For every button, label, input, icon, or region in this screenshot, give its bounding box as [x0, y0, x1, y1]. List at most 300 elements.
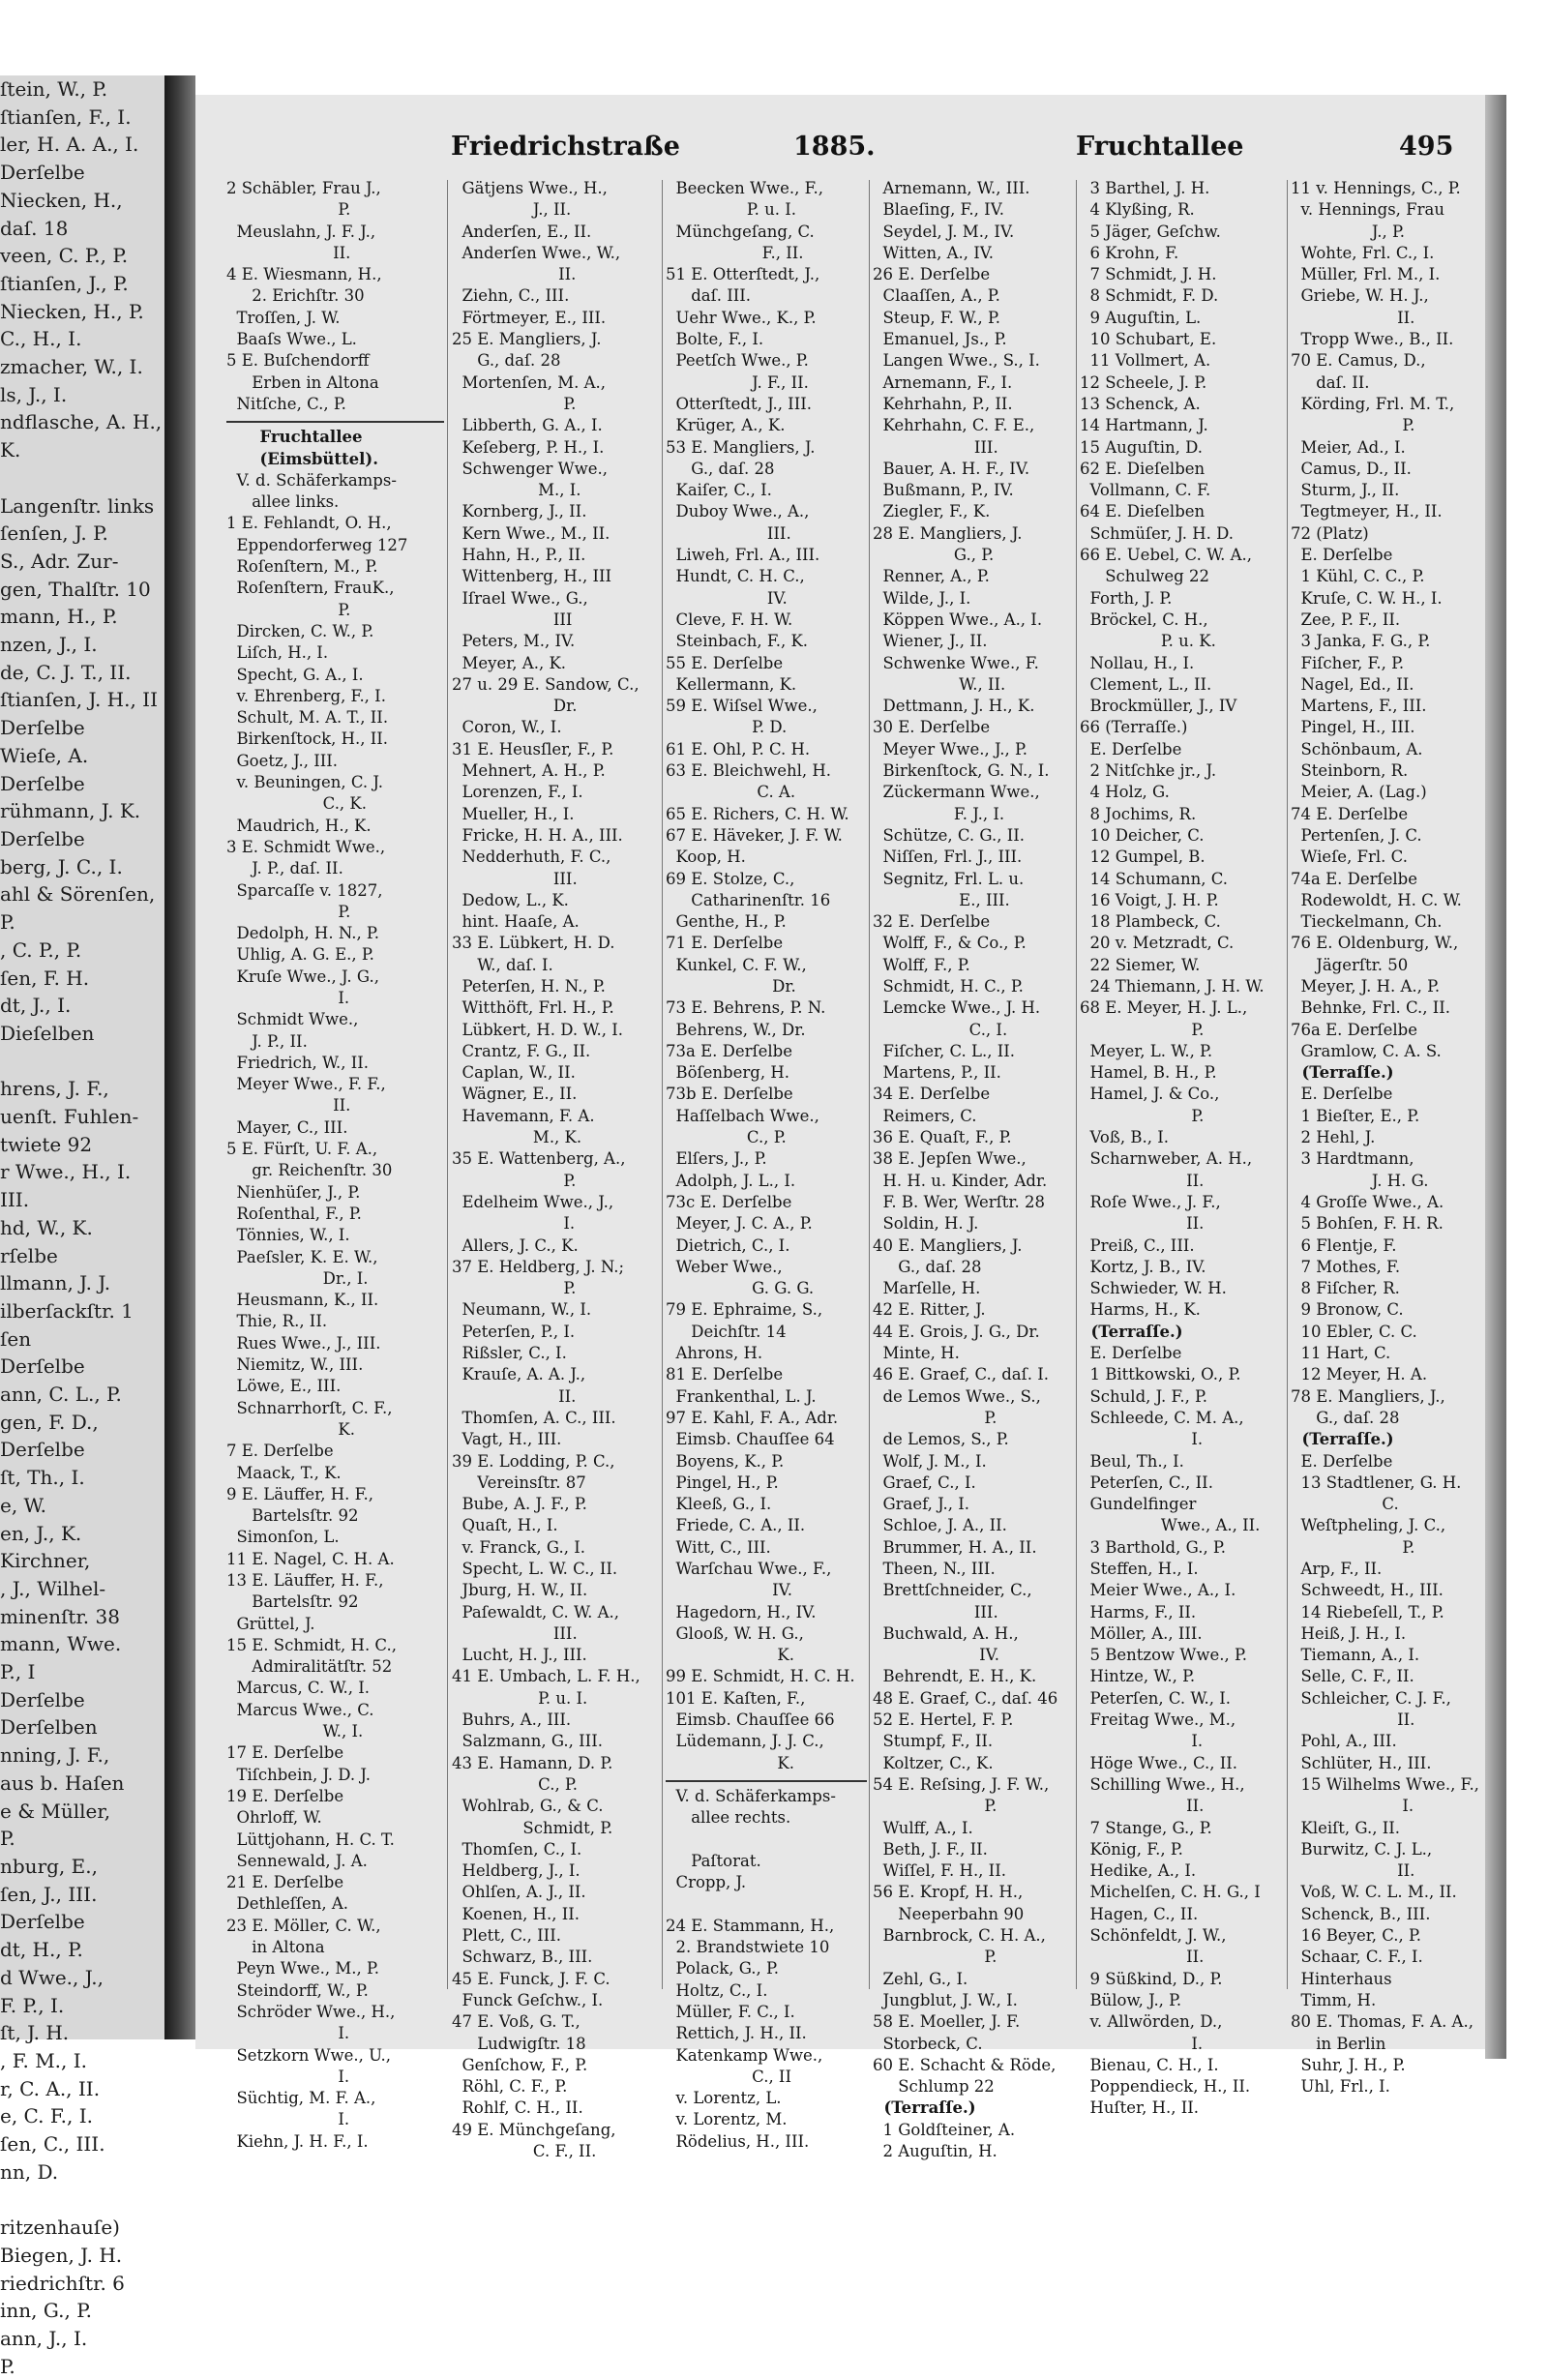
directory-entry: Peyn Wwe., M., P. — [226, 1959, 380, 1978]
previous-page-line: ndflasche, A. H., — [0, 410, 163, 434]
directory-entry: Sturm, J., II. — [1291, 481, 1400, 500]
previous-page-line — [0, 2186, 164, 2214]
directory-entry: 28 E. Mangliers, J. — [873, 523, 1023, 543]
directory-entry: Langen Wwe., S., I. — [873, 351, 1040, 371]
directory-entry: 12 Gumpel, B. — [1080, 848, 1206, 867]
directory-entry: Sparcaſſe v. 1827, — [226, 880, 383, 900]
previous-page-line: ſen, C., III. — [0, 2132, 105, 2157]
previous-page-line: riedrichſtr. 6 — [0, 2271, 125, 2295]
previous-page-line: nn, D. — [0, 2159, 59, 2184]
directory-entry: Wohlrab, G., & C. — [452, 1797, 604, 1816]
directory-entry: Löwe, E., III. — [226, 1377, 342, 1396]
directory-entry: Ziehn, C., III. — [452, 286, 570, 306]
directory-entry: P. u. I. — [452, 1688, 588, 1708]
directory-entry: Marſelle, H. — [873, 1279, 981, 1298]
previous-page-line: ſen, J., III. — [0, 1882, 98, 1906]
section-divider — [226, 421, 444, 423]
directory-entry: Schenck, B., III. — [1291, 1904, 1431, 1923]
directory-entry: Catharinenſtr. 16 — [666, 890, 831, 909]
directory-entry: 4 Groſſe Wwe., A. — [1291, 1192, 1444, 1211]
directory-entry: gr. Reichenſtr. 30 — [226, 1161, 393, 1180]
directory-entry: Lorenzen, F., I. — [452, 783, 583, 802]
directory-entry: 72 (Platz) — [1291, 523, 1369, 543]
directory-entry: Dircken, C. W., P. — [226, 621, 374, 640]
directory-entry: Hagen, C., II. — [1080, 1904, 1199, 1923]
directory-entry: 3 Barthold, G., P. — [1080, 1537, 1226, 1557]
directory-entry: Paſewaldt, C. W. A., — [452, 1602, 619, 1621]
directory-entry: III. — [873, 1602, 998, 1621]
directory-entry: 27 u. 29 E. Sandow, C., — [452, 674, 640, 694]
directory-entry: Hedike, A., I. — [1080, 1861, 1197, 1881]
directory-entry: Lüdemann, J. J. C., — [666, 1732, 824, 1751]
directory-entry: C., K. — [226, 794, 367, 814]
previous-page-line: ſen — [0, 1326, 32, 1351]
directory-entry: II. — [1080, 1171, 1205, 1190]
directory-entry: 71 E. Derſelbe — [666, 934, 784, 953]
directory-entry: Fiſcher, C. L., II. — [873, 1041, 1016, 1060]
directory-entry: 25 E. Mangliers, J. — [452, 330, 602, 349]
directory-entry: Elſers, J., P. — [666, 1149, 767, 1169]
previous-page-line: aus b. Haſen — [0, 1770, 125, 1795]
directory-entry: Bußmann, P., IV. — [873, 481, 1014, 500]
directory-entry: 3 E. Schmidt Wwe., — [226, 837, 386, 856]
directory-entry: 67 E. Häveker, J. F. W. — [666, 825, 843, 845]
directory-entry: Schleicher, C. J. F., — [1291, 1688, 1451, 1708]
directory-entry: 14 Hartmann, J. — [1080, 416, 1208, 435]
previous-page-line: minenſtr. 38 — [0, 1604, 120, 1628]
previous-page-line: nburg, E., — [0, 1855, 98, 1878]
header-right-street: Fruchtallee — [1076, 132, 1244, 162]
directory-entry: H. H. u. Kinder, Adr. — [873, 1171, 1048, 1190]
directory-entry: Specht, L. W. C., II. — [452, 1560, 618, 1578]
directory-entry: Dr. — [452, 697, 578, 716]
directory-page — [195, 95, 1497, 2161]
previous-page-line: Derſelben — [0, 1715, 98, 1740]
directory-entry: Peetſch Wwe., P. — [666, 351, 809, 371]
directory-entry — [666, 1830, 867, 1851]
directory-entry: Heiß, J. H., I. — [1291, 1623, 1407, 1643]
directory-entry: Beul, Th., I. — [1080, 1451, 1184, 1471]
directory-entry: Haſſelbach Wwe., — [666, 1106, 819, 1125]
directory-column-2 — [452, 178, 660, 2161]
directory-entry: Behnke, Frl. C., II. — [1291, 998, 1451, 1018]
directory-entry: Forth, J. P. — [1080, 588, 1173, 608]
previous-page-line: berg, J. C., I. — [0, 854, 123, 878]
directory-entry: 44 E. Grois, J. G., Dr. — [873, 1322, 1040, 1341]
previous-page-line: d Wwe., J., — [0, 1965, 104, 1989]
section-heading: (Terraſſe.) — [1291, 1430, 1394, 1449]
directory-entry: Kellermann, K. — [666, 674, 797, 694]
directory-entry: Bolte, F., I. — [666, 330, 764, 349]
directory-entry — [666, 1893, 867, 1915]
directory-entry: 15 E. Schmidt, H. C., — [226, 1635, 397, 1654]
directory-entry: 80 E. Thomas, F. A. A., — [1291, 2012, 1474, 2032]
directory-entry: Graef, C., I. — [873, 1473, 976, 1492]
previous-page-line: Niecken, H., — [0, 188, 123, 212]
directory-entry: 47 E. Voß, G. T., — [452, 2012, 580, 2032]
directory-entry: F. J., I. — [873, 804, 1005, 823]
directory-entry: 1 Kühl, C. C., P. — [1291, 567, 1425, 586]
directory-entry: 6 Flentje, F. — [1291, 1235, 1397, 1255]
directory-entry: Fiſcher, F., P. — [1291, 653, 1405, 672]
directory-entry: Bülow, J., P. — [1080, 1990, 1182, 2009]
directory-entry: Gundelfinger — [1080, 1495, 1197, 1514]
directory-entry: W., II. — [873, 674, 1006, 694]
directory-entry: 42 E. Ritter, J. — [873, 1300, 986, 1320]
directory-entry: 68 E. Meyer, H. J. L., — [1080, 998, 1248, 1018]
directory-entry: Storbeck, C. — [873, 2034, 983, 2053]
directory-entry: Peters, M., IV. — [452, 632, 576, 651]
directory-entry: Buhrs, A., III. — [452, 1711, 572, 1730]
directory-entry: I. — [1291, 1797, 1414, 1816]
previous-page-line: P. — [0, 910, 15, 935]
page-header — [195, 132, 1497, 170]
directory-entry: W., I. — [226, 1722, 364, 1741]
previous-page-line: de, C. J. T., II. — [0, 660, 132, 684]
directory-entry: Poppendieck, H., II. — [1080, 2077, 1251, 2097]
directory-entry: 1 E. Fehlandt, O. H., — [226, 514, 392, 533]
book-gutter — [164, 75, 195, 2039]
directory-column-3 — [666, 178, 867, 2151]
directory-entry: Müller, Frl. M., I. — [1291, 265, 1441, 284]
directory-entry: 51 E. Otterſtedt, J., — [666, 265, 820, 284]
directory-entry: Bartelsſtr. 92 — [226, 1592, 359, 1612]
directory-entry: IV. — [666, 588, 788, 608]
directory-entry: Lucht, H. J., III. — [452, 1646, 587, 1665]
directory-entry: Meier, A. (Lag.) — [1291, 783, 1427, 802]
previous-page-line: nning, J. F., — [0, 1743, 110, 1768]
directory-entry: 4 E. Wiesmann, H., — [226, 265, 382, 284]
directory-entry: Quaſt, H., I. — [452, 1516, 558, 1535]
directory-entry: Roſe Wwe., J. F., — [1080, 1192, 1221, 1211]
directory-entry: v. Ehrenberg, F., I. — [226, 686, 386, 705]
directory-entry: 11 v. Hennings, C., P. — [1291, 179, 1461, 197]
directory-entry: Cleve, F. H. W. — [666, 610, 793, 629]
section-heading: (Terraſſe.) — [873, 2098, 976, 2118]
directory-entry: Zehl, G., I. — [873, 1969, 968, 1988]
directory-entry: Ohlſen, A. J., II. — [452, 1883, 586, 1902]
directory-entry: Hundt, C. H. C., — [666, 567, 805, 586]
previous-page-line — [0, 1048, 164, 1076]
directory-entry: Stumpf, F., II. — [873, 1732, 994, 1751]
directory-entry: Voß, B., I. — [1080, 1128, 1169, 1147]
directory-entry: Beecken Wwe., F., — [666, 179, 823, 197]
directory-entry: G., daſ. 28 — [873, 1257, 982, 1276]
directory-entry: 63 E. Bleichwehl, H. — [666, 761, 832, 781]
directory-entry: 64 E. Dieſelben — [1080, 502, 1206, 521]
directory-entry: Bube, A. J. F., P. — [452, 1495, 587, 1514]
previous-page-line: zmacher, W., I. — [0, 355, 143, 379]
directory-entry: Ahrons, H. — [666, 1344, 763, 1363]
directory-entry: Tönnies, W., I. — [226, 1226, 350, 1245]
directory-entry: 101 E. Kaſten, F., — [666, 1688, 806, 1708]
directory-entry: 10 Schubart, E. — [1080, 330, 1217, 349]
directory-column-4 — [873, 178, 1074, 2161]
directory-entry: II. — [452, 1386, 577, 1406]
previous-page-line: Derſelbe — [0, 826, 85, 850]
directory-entry: Mehnert, A. H., P. — [452, 761, 606, 781]
previous-page-line: rſelbe — [0, 1243, 58, 1267]
directory-entry: 21 E. Derſelbe — [226, 1873, 344, 1892]
directory-entry: Tiſchbein, J. D. J. — [226, 1765, 371, 1784]
previous-page-edge — [0, 75, 170, 2378]
directory-entry: Bartelsſtr. 92 — [226, 1506, 359, 1526]
directory-entry: P. — [226, 902, 351, 921]
directory-entry: Meyer, L. W., P. — [1080, 1041, 1213, 1060]
directory-entry: v. Lorentz, L. — [666, 2089, 782, 2108]
directory-entry: Süchtig, M. F. A., — [226, 2089, 376, 2108]
directory-entry: Genthe, H., P. — [666, 912, 787, 932]
directory-entry: Schwieder, W. H. — [1080, 1279, 1227, 1298]
previous-page-line: ſt, J. H. — [0, 2021, 70, 2045]
directory-entry: Wolff, F., & Co., P. — [873, 934, 1027, 953]
directory-entry: 13 Schenck, A. — [1080, 394, 1201, 413]
directory-entry: 36 E. Quaſt, F., P. — [873, 1128, 1012, 1147]
directory-entry: Grüttel, J. — [226, 1614, 315, 1633]
directory-entry: Kortz, J. B., IV. — [1080, 1257, 1206, 1276]
directory-entry: 43 E. Hamann, D. P. — [452, 1753, 613, 1772]
directory-entry: Erben in Altona — [226, 372, 379, 392]
directory-entry: Tiemann, A., I. — [1291, 1646, 1420, 1665]
directory-entry: Bienau, C. H., I. — [1080, 2055, 1219, 2074]
directory-entry: 2 Auguſtin, H. — [873, 2142, 997, 2161]
directory-entry: Buchwald, A. H., — [873, 1623, 1019, 1643]
section-heading: Fruchtallee — [226, 428, 363, 447]
previous-page-line: Langenſtr. links — [0, 493, 155, 518]
directory-entry: Niemitz, W., III. — [226, 1355, 364, 1375]
previous-page-line — [0, 464, 164, 492]
directory-columns — [195, 178, 1497, 2161]
directory-entry: 45 E. Funck, J. F. C. — [452, 1969, 610, 1988]
directory-entry: Niſſen, Frl. J., III. — [873, 848, 1023, 867]
directory-entry: C., II — [666, 2067, 791, 2086]
directory-entry: 73 E. Behrens, P. N. — [666, 998, 826, 1018]
previous-page-line: , F. M., I. — [0, 2048, 87, 2072]
directory-entry: J. P., daſ. II. — [226, 859, 343, 878]
directory-entry: Kiehn, J. H. F., I. — [226, 2131, 369, 2151]
directory-entry: v. Hennings, Frau — [1291, 200, 1444, 220]
directory-entry: J. F., II. — [666, 372, 809, 392]
directory-entry: Weſtpheling, J. C., — [1291, 1516, 1446, 1535]
directory-entry: Köppen Wwe., A., I. — [873, 610, 1043, 629]
directory-entry: Schmidt, H. C., P. — [873, 976, 1024, 996]
previous-page-line: Derſelbe — [0, 1910, 85, 1934]
directory-entry: Behrendt, E. H., K. — [873, 1667, 1037, 1686]
directory-entry: Wohte, Frl. C., I. — [1291, 243, 1435, 262]
directory-entry: Wolf, J. M., I. — [873, 1451, 987, 1471]
directory-entry: Dethleſſen, A. — [226, 1894, 349, 1914]
directory-entry: Schnarrhorſt, C. F., — [226, 1398, 393, 1417]
directory-entry: 12 Scheele, J. P. — [1080, 372, 1207, 392]
directory-entry: 55 E. Derſelbe — [666, 653, 784, 672]
directory-entry: Meuslahn, J. F. J., — [226, 222, 376, 241]
directory-entry: V. d. Schäferkamps- — [666, 1786, 836, 1805]
directory-entry: G., daſ. 28 — [452, 351, 561, 371]
directory-entry: P. — [1080, 1106, 1205, 1125]
directory-entry: 15 Wilhelms Wwe., F., — [1291, 1774, 1479, 1794]
previous-page-line: uenſt. Fuhlen- — [0, 1105, 139, 1129]
directory-entry: C. F., II. — [452, 2142, 597, 2161]
previous-page-line: e, C. F., I. — [0, 2104, 93, 2128]
previous-page-line: III. — [0, 1188, 30, 1212]
previous-page-line: Niecken, H., P. — [0, 299, 144, 323]
directory-entry: II. — [1080, 1948, 1205, 1967]
page-number: 495 — [1399, 132, 1454, 162]
directory-entry: Möller, A., III. — [1080, 1623, 1203, 1643]
directory-entry: Hamel, B. H., P. — [1080, 1063, 1217, 1083]
previous-page-line: ann, J., I. — [0, 2326, 88, 2350]
directory-entry: 62 E. Dieſelben — [1080, 459, 1206, 478]
directory-entry: III. — [452, 869, 578, 888]
directory-entry: Münchgeſang, C. — [666, 222, 815, 241]
directory-entry: Dettmann, J. H., K. — [873, 697, 1035, 716]
directory-entry: Admiralitätſtr. 52 — [226, 1657, 393, 1677]
directory-entry: 16 Voigt, J. H. P. — [1080, 890, 1219, 909]
directory-entry: Uhlig, A. G. E., P. — [226, 945, 374, 965]
directory-entry: Arnemann, F., I. — [873, 372, 1013, 392]
directory-entry: 3 Barthel, J. H. — [1080, 179, 1210, 197]
directory-entry: Troſſen, J. W. — [226, 308, 341, 327]
directory-entry: Thomſen, C., I. — [452, 1839, 582, 1859]
directory-entry: Minte, H. — [873, 1344, 960, 1363]
directory-entry: Kornberg, J., II. — [452, 502, 587, 521]
directory-entry: Peterſen, C. W., I. — [1080, 1688, 1231, 1708]
previous-page-line: Derſelbe — [0, 1687, 85, 1711]
directory-entry: I. — [1080, 2034, 1204, 2053]
directory-entry: 6 Krohn, F. — [1080, 243, 1179, 262]
directory-entry: 81 E. Derſelbe — [666, 1365, 784, 1384]
directory-entry: Schönfeldt, J. W., — [1080, 1926, 1227, 1946]
directory-entry: 5 Bentzow Wwe., P. — [1080, 1646, 1247, 1665]
directory-entry: G. G. G. — [666, 1279, 815, 1298]
directory-entry: E. Derſelbe — [1291, 546, 1393, 565]
directory-entry: Camus, D., II. — [1291, 459, 1412, 478]
previous-page-line: P. — [0, 1827, 15, 1851]
directory-entry: Friede, C. A., II. — [666, 1516, 806, 1535]
directory-entry: König, F., P. — [1080, 1839, 1183, 1859]
directory-entry: Birkenſtock, G. N., I. — [873, 761, 1050, 781]
directory-entry: 7 Mothes, F. — [1291, 1257, 1401, 1276]
directory-entry: allee rechts. — [666, 1808, 791, 1828]
directory-entry: I. — [226, 2110, 350, 2129]
directory-entry: Dedow, L., K. — [452, 890, 569, 909]
directory-entry: C., I. — [873, 1020, 1008, 1039]
directory-entry: Schönbaum, A. — [1291, 739, 1423, 759]
previous-page-line: gen, F. D., — [0, 1410, 99, 1434]
directory-entry: Kruſe, C. W. H., I. — [1291, 588, 1443, 608]
directory-entry: Barnbrock, C. H. A., — [873, 1926, 1046, 1946]
directory-entry: J. H. G. — [1291, 1171, 1429, 1190]
directory-entry: Reimers, C. — [873, 1106, 977, 1125]
directory-entry: 66 E. Uebel, C. W. A., — [1080, 546, 1253, 565]
directory-entry: Harms, F., II. — [1080, 1602, 1197, 1621]
directory-entry: Coron, W., I. — [452, 718, 562, 737]
directory-entry: de Lemos Wwe., S., — [873, 1386, 1041, 1406]
directory-entry: V. d. Schäferkamps- — [226, 470, 397, 490]
directory-entry: Böſenberg, H. — [666, 1063, 789, 1083]
directory-entry: Röhl, C. F., P. — [452, 2077, 568, 2097]
directory-entry: Bröckel, C. H., — [1080, 610, 1208, 629]
directory-entry: 2. Brandstwiete 10 — [666, 1938, 830, 1957]
previous-page-line: mann, Wwe. — [0, 1632, 122, 1656]
directory-entry: Jungblut, J. W., I. — [873, 1990, 1018, 2009]
directory-entry: 58 E. Moeller, J. F. — [873, 2012, 1021, 2032]
directory-entry: 66 (Terraſſe.) — [1080, 718, 1188, 737]
directory-entry: Mueller, H., I. — [452, 804, 575, 823]
directory-entry: Koltzer, C., K. — [873, 1753, 994, 1772]
directory-entry: 13 E. Läuffer, H. F., — [226, 1571, 384, 1590]
directory-entry: 5 Bohſen, F. H. R. — [1291, 1214, 1444, 1234]
directory-entry: Beth, J. F., II. — [873, 1839, 988, 1859]
directory-entry: 2 Nitſchke jr., J. — [1080, 761, 1217, 781]
previous-page-line: Derſelbe — [0, 161, 85, 185]
directory-entry: 2. Erichſtr. 30 — [226, 286, 365, 306]
directory-entry: Steinborn, R. — [1291, 761, 1409, 781]
directory-entry: 60 E. Schacht & Röde, — [873, 2055, 1057, 2074]
directory-entry: 74 E. Derſelbe — [1291, 804, 1409, 823]
directory-entry: 7 Schmidt, J. H. — [1080, 265, 1217, 284]
directory-entry: 9 Auguſtin, L. — [1080, 308, 1202, 327]
directory-entry: 2 Schäbler, Frau J., — [226, 179, 381, 197]
directory-entry: Wiener, J., II. — [873, 632, 988, 651]
directory-entry: Friedrich, W., II. — [226, 1053, 370, 1072]
directory-entry: P. — [1291, 1537, 1415, 1557]
directory-entry: J., II. — [452, 200, 572, 220]
directory-entry: 49 E. Münchgeſang, — [452, 2120, 616, 2139]
directory-entry: P. — [873, 1948, 997, 1967]
directory-entry: Ludwigſtr. 18 — [452, 2034, 586, 2053]
directory-entry: Arnemann, W., III. — [873, 179, 1030, 197]
previous-page-line: ann, C. L., P. — [0, 1383, 122, 1407]
directory-entry: Selle, C. F., II. — [1291, 1667, 1414, 1686]
directory-entry: Paſtorat. — [666, 1851, 761, 1870]
directory-entry: Salzmann, G., III. — [452, 1732, 603, 1751]
directory-entry: Eimsb. Chauſſee 64 — [666, 1430, 835, 1449]
directory-entry: Emanuel, Js., P. — [873, 330, 1007, 349]
directory-entry: Harms, H., K. — [1080, 1300, 1201, 1320]
directory-entry: Dr. — [666, 976, 796, 996]
previous-page-line: , J., Wilhel- — [0, 1576, 106, 1600]
directory-entry: 11 Hart, C. — [1291, 1344, 1391, 1363]
directory-entry: in Altona — [226, 1938, 325, 1957]
directory-entry: Lüttjohann, H. C. T. — [226, 1830, 395, 1849]
directory-entry: Witten, A., IV. — [873, 243, 995, 262]
directory-entry: 30 E. Derſelbe — [873, 718, 991, 737]
directory-entry: Deichſtr. 14 — [666, 1322, 787, 1341]
directory-entry: Witt, C., III. — [666, 1537, 771, 1557]
directory-entry: Koenen, H., II. — [452, 1904, 580, 1923]
directory-entry: Freitag Wwe., M., — [1080, 1711, 1236, 1730]
previous-page-line: F. P., I. — [0, 1993, 65, 2017]
directory-entry: Krüger, A., K. — [666, 416, 786, 435]
directory-entry: Edelheim Wwe., J., — [452, 1192, 614, 1211]
directory-entry: I. — [1080, 1430, 1204, 1449]
directory-entry: II. — [226, 1096, 351, 1116]
directory-entry: 14 Riebeſell, T., P. — [1291, 1602, 1444, 1621]
directory-entry: 11 Vollmert, A. — [1080, 351, 1211, 371]
directory-entry: Wolff, F., P. — [873, 955, 970, 974]
directory-entry: Burwitz, C. J. L., — [1291, 1839, 1433, 1859]
previous-page-line: P. — [0, 2354, 15, 2378]
directory-entry: Anderſen Wwe., W., — [452, 243, 621, 262]
previous-page-line: ls, J., I. — [0, 382, 68, 406]
directory-entry: II. — [452, 265, 577, 284]
directory-entry: Dr., I. — [226, 1268, 369, 1288]
directory-entry: Tieckelmann, Ch. — [1291, 912, 1443, 932]
directory-entry: 7 Stange, G., P. — [1080, 1818, 1212, 1837]
directory-entry: 76a E. Derſelbe — [1291, 1020, 1417, 1039]
directory-entry: 8 Fiſcher, R. — [1291, 1279, 1400, 1298]
